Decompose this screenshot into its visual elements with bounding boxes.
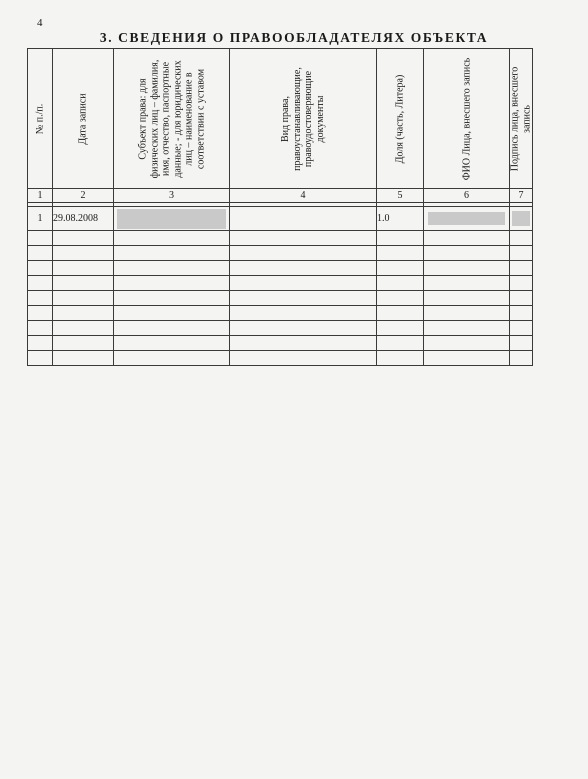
entered-by-cell [424,207,510,231]
empty-row [28,306,533,321]
signature-cell [510,207,533,231]
column-number: 2 [53,189,114,203]
redacted-block [428,212,505,225]
empty-row [28,351,533,366]
header-cell-signature: Подпись лица, внесшего запись [510,49,533,189]
page-number: 4 [37,17,43,29]
subject-cell [114,207,230,231]
empty-row [28,321,533,336]
column-number: 1 [28,189,53,203]
table-row [28,207,533,231]
empty-row [28,291,533,306]
share-value: 1.0 [377,207,424,231]
row-number: 1 [28,207,53,231]
redacted-block [117,209,226,229]
header-cell-date: Дата записи [53,49,114,189]
empty-row [28,276,533,291]
section-title: 3. СВЕДЕНИЯ О ПРАВООБЛАДАТЕЛЯХ ОБЪЕКТА [99,30,489,45]
redacted-block [512,211,530,226]
header-cell-number: № п./п. [28,49,53,189]
column-number: 6 [424,189,510,203]
column-number: 4 [230,189,377,203]
owners-table [27,48,533,366]
header-cell-right-type: Вид права, правоустанавливающие, правоудостоверяющие документы [230,49,377,189]
empty-row [28,246,533,261]
header-cell-subject: Субъект права: для физических лиц – фамилия, имя, отчество, паспортные данные; - для юридических лиц – наименование в соответствии с уставом [114,49,230,189]
column-number: 3 [114,189,230,203]
header-cell-entered-by: ФИО Лица, внесшего запись [424,49,510,189]
empty-row [28,336,533,351]
header-row [28,49,533,189]
empty-row [28,231,533,246]
record-date: 29.08.2008 [53,207,114,231]
header-cell-share: Доля (часть, Литера) [377,49,424,189]
column-number-row [28,189,533,203]
empty-row [28,261,533,276]
column-number: 5 [377,189,424,203]
column-number: 7 [510,189,533,203]
right-type-cell [230,207,377,231]
